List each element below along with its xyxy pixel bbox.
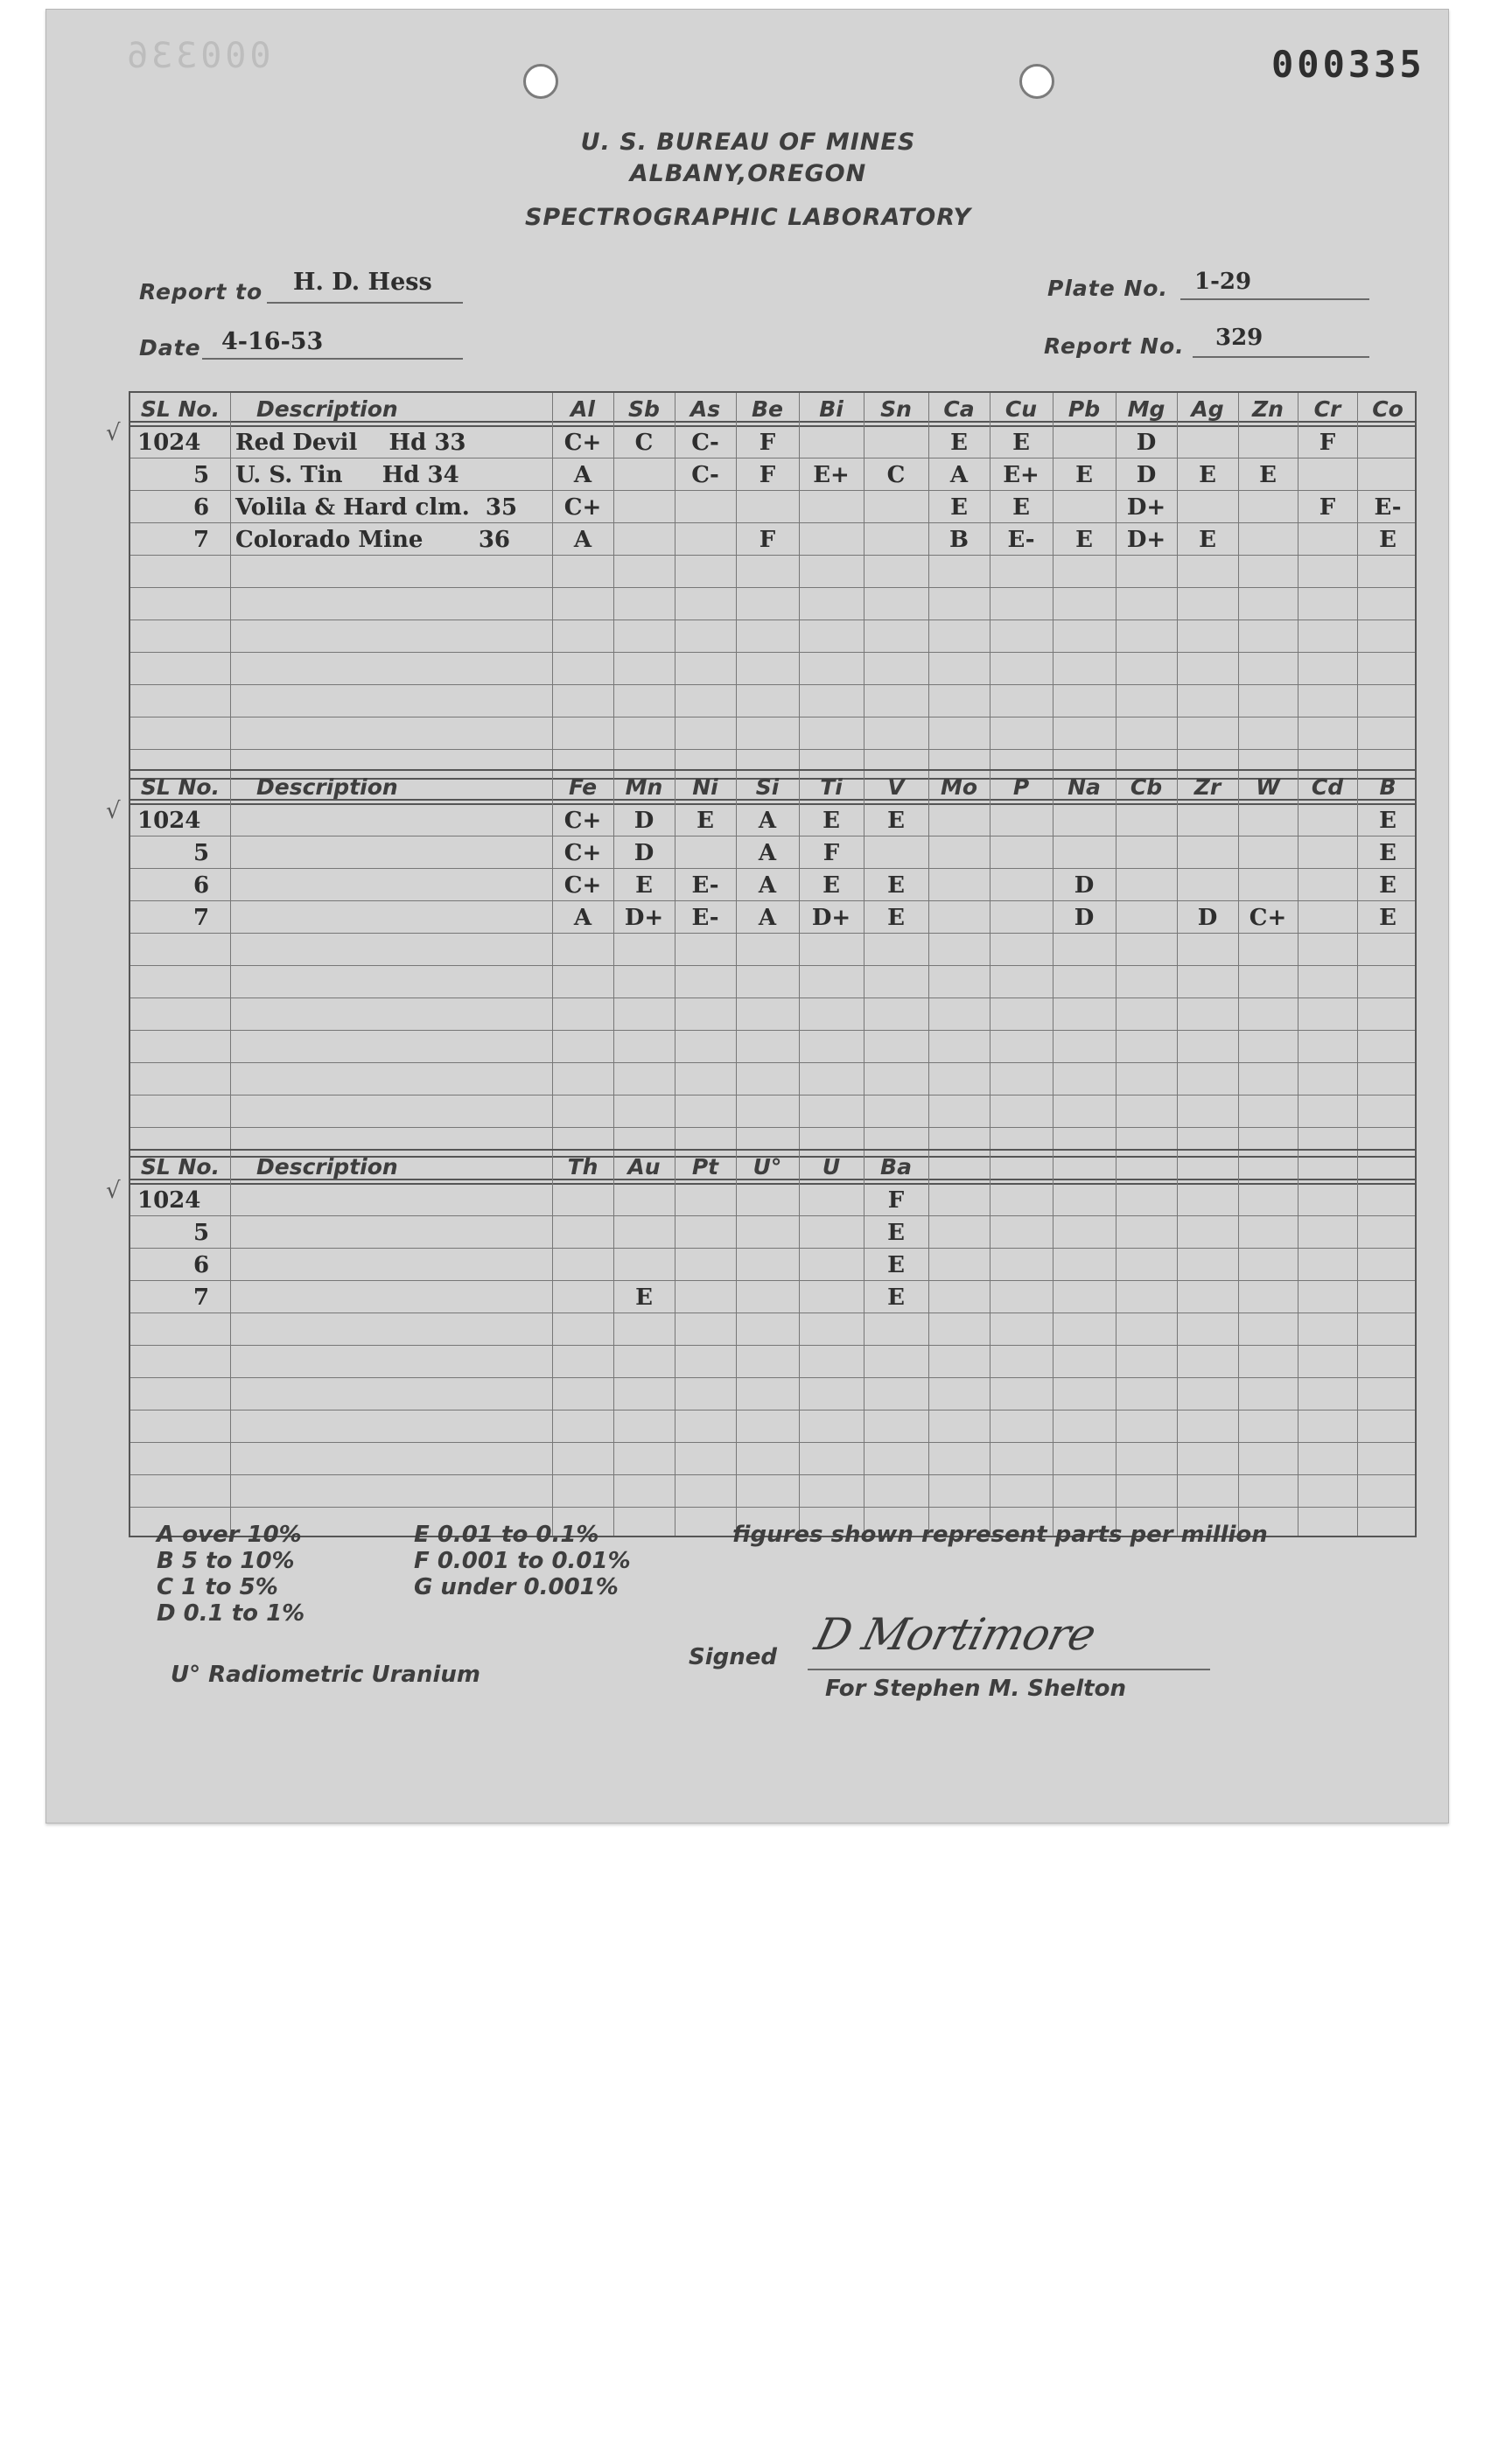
- element-value: D+: [1126, 527, 1166, 553]
- column-line: [230, 771, 231, 1156]
- legend-c: C 1 to 5%: [157, 1574, 278, 1600]
- row-line: [130, 1215, 1415, 1216]
- column-line: [1357, 393, 1358, 778]
- row-line: [130, 1345, 1415, 1346]
- check-mark: √: [106, 1178, 121, 1204]
- check-mark: √: [106, 798, 121, 824]
- element-value: D: [1074, 872, 1095, 899]
- element-value: A: [573, 527, 592, 553]
- element-header-0: Al: [570, 396, 595, 422]
- element-value: F: [759, 527, 776, 553]
- element-value: E: [1379, 808, 1396, 834]
- element-value: E: [1379, 527, 1396, 553]
- sl-header: SL No.: [140, 774, 220, 800]
- element-value: D: [1136, 430, 1157, 456]
- org-line-2: ALBANY,OREGON: [629, 160, 867, 187]
- row-line: [130, 652, 1415, 653]
- element-value: E: [1012, 494, 1030, 521]
- element-header-12: Cr: [1313, 396, 1341, 422]
- element-value: E-: [691, 872, 719, 899]
- analysis-table-1: [129, 391, 1417, 780]
- element-header-1: Sb: [628, 396, 660, 422]
- column-line: [1238, 771, 1239, 1156]
- element-value: A: [573, 905, 592, 931]
- element-header-10: Ag: [1191, 396, 1224, 422]
- signed-label: Signed: [689, 1644, 778, 1670]
- report-to-value: H. D. Hess: [293, 269, 432, 296]
- element-value: E-: [691, 905, 719, 931]
- element-header-10: Zr: [1194, 774, 1222, 800]
- element-value: E: [1199, 527, 1216, 553]
- row-line: [130, 1127, 1415, 1128]
- element-value: F: [1319, 430, 1336, 456]
- element-value: E-: [1374, 494, 1402, 521]
- plate-label: Plate No.: [1047, 276, 1168, 301]
- uranium-note: U° Radiometric Uranium: [171, 1662, 480, 1688]
- element-header-0: Th: [567, 1154, 598, 1180]
- element-value: E: [822, 808, 840, 834]
- column-line: [1053, 1151, 1054, 1536]
- row-line: [130, 1377, 1415, 1378]
- report-sheet: [46, 9, 1449, 1824]
- sample-number: 1024: [137, 430, 201, 456]
- column-line: [928, 771, 929, 1156]
- element-header-6: Ca: [943, 396, 975, 422]
- sample-number: 1024: [137, 808, 201, 834]
- element-value: E: [696, 808, 714, 834]
- column-line: [799, 393, 800, 778]
- element-value: E: [887, 1284, 905, 1311]
- date-value: 4-16-53: [221, 328, 324, 355]
- element-value: A: [758, 840, 777, 866]
- element-value: E: [887, 808, 905, 834]
- element-header-7: P: [1012, 774, 1030, 800]
- element-header-9: Cb: [1130, 774, 1163, 800]
- element-value: C+: [564, 872, 602, 899]
- element-value: E: [635, 1284, 653, 1311]
- element-value: E: [635, 872, 653, 899]
- column-line: [1053, 393, 1054, 778]
- element-value: C+: [564, 808, 602, 834]
- element-header-2: Pt: [691, 1154, 719, 1180]
- sample-description: Volila & Hard clm. 35: [235, 494, 518, 521]
- element-value: C+: [564, 494, 602, 521]
- element-header-11: Zn: [1252, 396, 1284, 422]
- plate-value: 1-29: [1194, 269, 1252, 295]
- element-header-4: U: [822, 1154, 841, 1180]
- sample-number: 6: [192, 1252, 210, 1278]
- element-value: C: [886, 462, 906, 488]
- element-value: E: [887, 872, 905, 899]
- element-value: F: [759, 462, 776, 488]
- punch-hole-left: [523, 64, 558, 99]
- date-line: [202, 358, 463, 360]
- description-header: Description: [256, 1154, 398, 1180]
- element-header-3: Si: [755, 774, 780, 800]
- column-line: [230, 1151, 231, 1536]
- element-header-8: Na: [1068, 774, 1101, 800]
- signature-line: [808, 1669, 1210, 1670]
- row-line: [130, 1474, 1415, 1475]
- element-header-3: U°: [752, 1154, 782, 1180]
- column-line: [1177, 1151, 1178, 1536]
- report-to-line: [267, 302, 463, 304]
- element-header-11: W: [1256, 774, 1280, 800]
- legend-a: A over 10%: [157, 1522, 302, 1548]
- sample-number: 1024: [137, 1187, 201, 1214]
- element-header-4: Bi: [819, 396, 844, 422]
- sl-header: SL No.: [140, 396, 220, 422]
- element-value: D+: [1126, 494, 1166, 521]
- sample-number: 5: [192, 462, 210, 488]
- element-value: A: [949, 462, 969, 488]
- element-header-2: As: [690, 396, 721, 422]
- element-value: D: [1197, 905, 1218, 931]
- column-line: [736, 1151, 737, 1536]
- element-value: D: [634, 840, 654, 866]
- column-line: [675, 1151, 676, 1536]
- element-value: E: [950, 430, 968, 456]
- row-line: [130, 1312, 1415, 1313]
- legend-b: B 5 to 10%: [157, 1548, 295, 1574]
- element-value: C: [634, 430, 654, 456]
- element-header-5: Sn: [880, 396, 912, 422]
- column-line: [613, 1151, 614, 1536]
- element-value: C-: [691, 462, 719, 488]
- column-line: [1177, 393, 1178, 778]
- report-no-label: Report No.: [1044, 333, 1185, 359]
- element-value: E: [1379, 905, 1396, 931]
- element-header-8: Pb: [1068, 396, 1101, 422]
- element-value: B: [949, 527, 969, 553]
- plate-line: [1180, 298, 1369, 300]
- element-header-4: Ti: [820, 774, 843, 800]
- element-value: E: [887, 1220, 905, 1246]
- row-line: [130, 1095, 1415, 1096]
- row-line: [130, 684, 1415, 685]
- sample-description: Red Devil Hd 33: [235, 430, 466, 456]
- element-value: D: [1074, 905, 1095, 931]
- element-value: E: [1379, 872, 1396, 899]
- element-header-7: Cu: [1004, 396, 1038, 422]
- description-header: Description: [256, 396, 398, 422]
- element-value: E: [1075, 527, 1093, 553]
- element-value: C+: [564, 430, 602, 456]
- sample-number: 6: [192, 872, 210, 899]
- sl-header: SL No.: [140, 1154, 220, 1180]
- element-header-2: Ni: [692, 774, 718, 800]
- ppm-note: figures shown represent parts per million: [732, 1522, 1268, 1548]
- lab-name: SPECTROGRAPHIC LABORATORY: [524, 204, 972, 231]
- element-value: E: [887, 1252, 905, 1278]
- element-header-6: Mo: [940, 774, 978, 800]
- row-line: [130, 1280, 1415, 1281]
- column-line: [1238, 1151, 1239, 1536]
- element-header-13: B: [1379, 774, 1396, 800]
- element-value: F: [1319, 494, 1336, 521]
- element-value: D+: [624, 905, 664, 931]
- element-value: C+: [564, 840, 602, 866]
- report-to-label: Report to: [139, 279, 263, 304]
- sample-number: 7: [192, 905, 210, 931]
- for-line: For Stephen M. Shelton: [825, 1676, 1126, 1702]
- column-line: [799, 1151, 800, 1536]
- legend-d: D 0.1 to 1%: [157, 1600, 305, 1627]
- row-line: [130, 749, 1415, 750]
- org-line-1: U. S. BUREAU OF MINES: [580, 129, 916, 156]
- element-value: D: [1136, 462, 1157, 488]
- punch-hole-right: [1019, 64, 1054, 99]
- element-value: F: [822, 840, 840, 866]
- element-value: E+: [813, 462, 850, 488]
- column-line: [552, 1151, 553, 1536]
- legend-e: E 0.01 to 0.1%: [414, 1522, 599, 1548]
- legend-g: G under 0.001%: [414, 1574, 619, 1600]
- signature: D Mortimore: [809, 1609, 1101, 1660]
- element-value: E+: [1003, 462, 1040, 488]
- element-value: F: [759, 430, 776, 456]
- element-value: E: [887, 905, 905, 931]
- element-header-9: Mg: [1127, 396, 1166, 422]
- mirrored-doc-number: 000336: [123, 36, 271, 76]
- row-line: [130, 1030, 1415, 1031]
- sample-number: 7: [192, 1284, 210, 1311]
- element-value: D+: [811, 905, 851, 931]
- element-value: E: [1199, 462, 1216, 488]
- row-line: [130, 1442, 1415, 1443]
- sample-description: U. S. Tin Hd 34: [235, 462, 459, 488]
- element-value: A: [758, 808, 777, 834]
- element-header-3: Be: [751, 396, 783, 422]
- check-mark: √: [106, 420, 121, 446]
- element-value: E: [1379, 840, 1396, 866]
- element-value: A: [573, 462, 592, 488]
- column-line: [1357, 1151, 1358, 1536]
- column-line: [928, 1151, 929, 1536]
- element-value: C-: [691, 430, 719, 456]
- element-value: F: [887, 1187, 905, 1214]
- column-line: [1177, 771, 1178, 1156]
- element-value: E-: [1007, 527, 1035, 553]
- row-line: [130, 1507, 1415, 1508]
- column-line: [1238, 393, 1239, 778]
- element-header-5: Ba: [880, 1154, 912, 1180]
- element-header-1: Mn: [625, 774, 663, 800]
- sample-number: 5: [192, 840, 210, 866]
- analysis-table-2: [129, 769, 1417, 1158]
- row-line: [130, 717, 1415, 718]
- element-value: A: [758, 905, 777, 931]
- element-value: C+: [1249, 905, 1287, 931]
- element-value: E: [1075, 462, 1093, 488]
- sample-number: 5: [192, 1220, 210, 1246]
- row-line: [130, 587, 1415, 588]
- doc-number: 000335: [1271, 43, 1425, 86]
- element-value: A: [758, 872, 777, 899]
- report-no-value: 329: [1215, 325, 1264, 351]
- row-line: [130, 965, 1415, 966]
- element-header-1: Au: [627, 1154, 661, 1180]
- element-value: E: [1012, 430, 1030, 456]
- description-header: Description: [256, 774, 398, 800]
- column-line: [230, 393, 231, 778]
- element-header-12: Cd: [1311, 774, 1344, 800]
- element-value: E: [1259, 462, 1277, 488]
- row-line: [130, 1248, 1415, 1249]
- analysis-table-3: [129, 1149, 1417, 1537]
- legend-f: F 0.001 to 0.01%: [414, 1548, 631, 1574]
- sample-description: Colorado Mine 36: [235, 527, 511, 553]
- row-line: [130, 1062, 1415, 1063]
- element-header-5: V: [887, 774, 905, 800]
- element-value: D: [634, 808, 654, 834]
- report-no-line: [1193, 356, 1369, 358]
- element-header-0: Fe: [568, 774, 598, 800]
- element-header-13: Co: [1372, 396, 1404, 422]
- sample-number: 7: [192, 527, 210, 553]
- element-value: E: [950, 494, 968, 521]
- date-label: Date: [139, 335, 201, 360]
- element-value: E: [822, 872, 840, 899]
- column-line: [1053, 771, 1054, 1156]
- sample-number: 6: [192, 494, 210, 521]
